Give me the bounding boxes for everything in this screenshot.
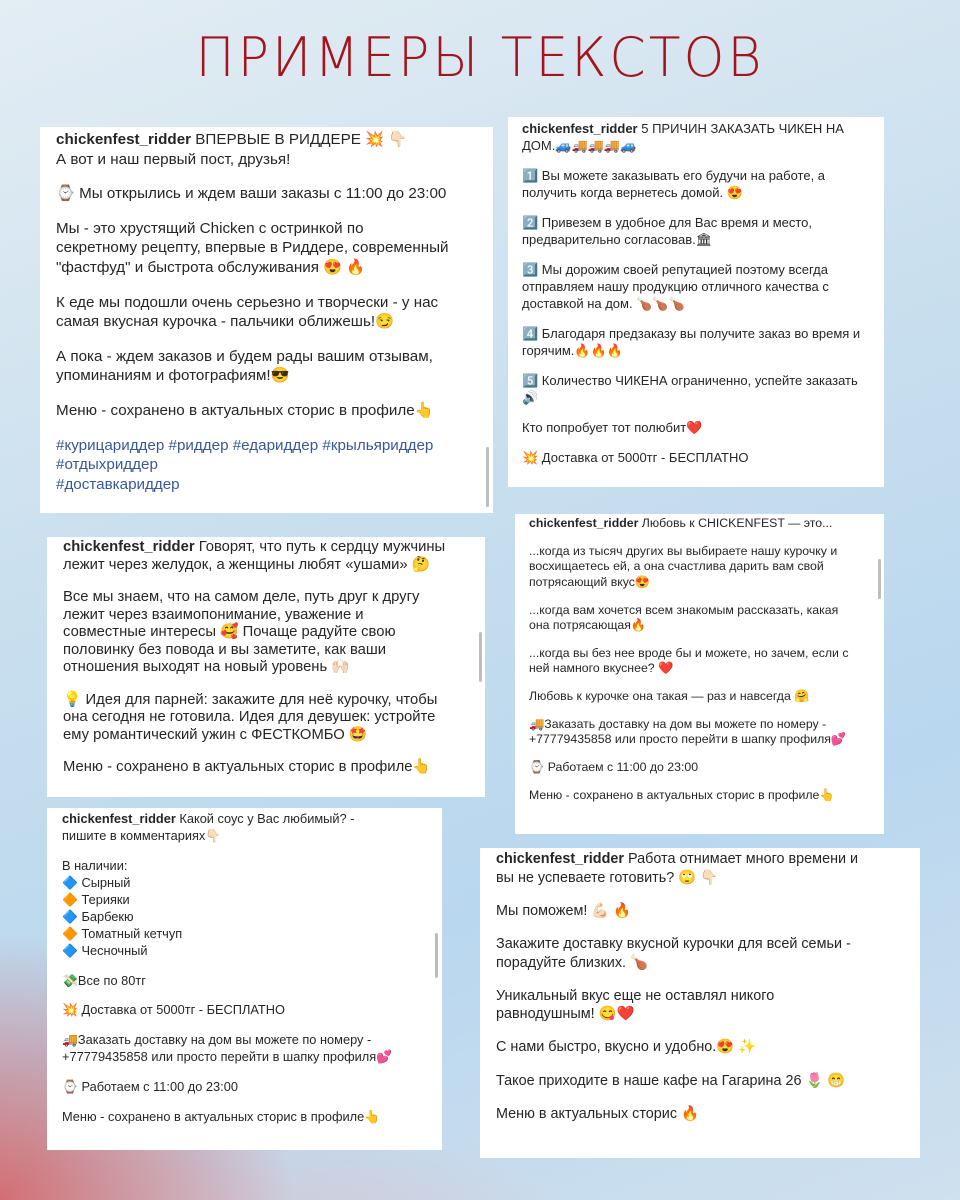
paragraph-gap <box>63 574 469 589</box>
paragraph-gap <box>522 436 870 449</box>
post-text-line <box>522 120 870 137</box>
post-text-line: 💸Все по 80тг <box>62 972 146 988</box>
post-text-line: самая вкусная курочка - пальчики оближешь!😏 <box>56 313 394 331</box>
post-text-line: А вот и наш первый пост, друзья! <box>56 150 291 168</box>
post-text-line: 🔷 Чесночный <box>62 942 148 958</box>
post-card-no-time-to-cook <box>480 848 920 1158</box>
post-text-line: +77779435858 или просто перейти в шапку профиля💕 <box>529 732 847 747</box>
paragraph-gap <box>496 1057 904 1071</box>
paragraph-gap <box>496 1090 904 1104</box>
username-link[interactable]: chickenfest_ridder <box>529 516 639 530</box>
post-text-line: 5️⃣ Количество ЧИКЕНА ограниченно, успейте заказать <box>522 373 858 388</box>
post-text-line: 2️⃣ Привезем в удобное для Вас время и место, <box>522 215 813 230</box>
post-text-line: 🚚Заказать доставку на дом вы можете по номеру - <box>529 716 827 731</box>
post-text-line <box>63 539 469 557</box>
post-text-line: вы не успеваете готовить? 🙄 👇🏻 <box>496 869 719 886</box>
post-caption-start: Какой соус у Вас любимый? - <box>179 811 355 826</box>
paragraph-gap <box>529 532 870 544</box>
post-caption-start: Говорят, что путь к сердцу мужчины <box>198 539 446 555</box>
paragraph-gap <box>522 248 870 261</box>
post-text-line: ...когда из тысяч других вы выбираете нашу курочку и <box>529 543 838 558</box>
paragraph-gap <box>56 332 477 347</box>
paragraph-gap <box>62 844 427 857</box>
paragraph-gap <box>63 745 469 760</box>
paragraph-gap <box>496 921 904 935</box>
post-caption-start: Любовь к CHICKENFEST — это... <box>641 516 833 530</box>
paragraph-gap <box>529 590 870 602</box>
paragraph-gap <box>62 1018 427 1031</box>
paragraph-gap <box>62 1065 427 1078</box>
post-text-line: ней намного вкуснее? ❤️ <box>529 661 674 676</box>
post-text-line <box>529 516 870 532</box>
paragraph-gap <box>56 277 477 292</box>
paragraph-gap <box>529 677 870 689</box>
post-text-line: 1️⃣ Вы можете заказывать его будучи на работе, а <box>522 168 826 183</box>
paragraph-gap <box>529 776 870 788</box>
post-text-line: К еде мы подошли очень серьезно и творчески - у нас <box>56 293 439 311</box>
post-text-line: ...когда вы без нее вроде бы и можете, но зачем, если с <box>529 645 849 660</box>
post-caption-start: ВПЕРВЫЕ В РИДДЕРЕ 💥 👇🏻 <box>195 131 408 148</box>
paragraph-gap <box>522 154 870 167</box>
post-text-line: совместные интересы 🥰 Почаще радуйте свою <box>63 624 396 641</box>
post-text-line: ⌚ Работаем с 11:00 до 23:00 <box>529 760 699 775</box>
post-text-line: предварительно согласовав.🏛 <box>522 232 713 247</box>
username-link[interactable]: chickenfest_ridder <box>63 539 195 555</box>
post-text-line: А пока - ждем заказов и будем рады вашим отзывам, <box>56 347 433 365</box>
post-text-line: В наличии: <box>62 857 128 873</box>
scrollbar[interactable] <box>878 559 881 599</box>
post-card-first-post <box>40 127 493 513</box>
post-text-line: отношения выходят на новый уровень 🙌🏻 <box>63 659 350 676</box>
post-text-line: 🔷 Барбекю <box>62 908 134 924</box>
post-text-line: +77779435858 или просто перейти в шапку профиля💕 <box>62 1049 393 1065</box>
post-text-line <box>62 810 427 827</box>
scrollbar[interactable] <box>479 632 482 682</box>
paragraph-gap <box>529 634 870 646</box>
post-text-line: "фастфуд" и быстрота обслуживания 😍 🔥 <box>56 258 366 276</box>
post-text-line: Мы поможем! 💪🏻 🔥 <box>496 902 632 919</box>
post-text-line: она потрясающая🔥 <box>529 618 647 633</box>
post-text-line: порадуйте близких. 🍗 <box>496 954 648 971</box>
post-card-favorite-sauce <box>47 808 442 1150</box>
post-text-line: отправляем нашу продукцию отличного качества с <box>522 279 829 294</box>
hashtag-link[interactable]: #доставкариддер <box>56 475 180 493</box>
paragraph-gap <box>62 959 427 972</box>
post-text-line: 💡 Идея для парней: закажите для неё курочку, чтобы <box>63 691 438 708</box>
paragraph-gap <box>496 972 904 986</box>
paragraph-gap <box>56 420 477 435</box>
post-text-line <box>496 850 904 869</box>
post-text-line: доставкой на дом. 🍗🍗🍗 <box>522 296 685 311</box>
post-text-line: секретному рецепту, впервые в Риддере, современный <box>56 239 449 257</box>
paragraph-gap <box>529 748 870 760</box>
post-text-line: 4️⃣ Благодаря предзаказу вы получите заказ во время и <box>522 326 861 341</box>
scrollbar[interactable] <box>435 933 438 978</box>
post-text-line: 🔷 Сырный <box>62 874 131 890</box>
username-link[interactable]: chickenfest_ridder <box>62 811 176 826</box>
post-text-line: Закажите доставку вкусной курочки для всей семьи - <box>496 935 851 952</box>
post-text-line: Меню в актуальных сторис 🔥 <box>496 1105 699 1122</box>
post-text-line: Любовь к курочке она такая — раз и навсегда 🤗 <box>529 689 810 704</box>
post-text-line: 💥 Доставка от 5000тг - БЕСПЛАТНО <box>522 450 749 465</box>
paragraph-gap <box>522 406 870 419</box>
paragraph-gap <box>522 201 870 214</box>
post-card-five-reasons <box>508 117 884 487</box>
post-card-love-chickenfest <box>515 514 884 834</box>
post-text-line: равнодушным! 😋❤️ <box>496 1006 635 1023</box>
paragraph-gap <box>496 1024 904 1038</box>
post-text-line: ...когда вам хочется всем знакомым рассказать, какая <box>529 602 839 617</box>
post-text-line: половинку без повода и вы заметите, как ваши <box>63 641 387 658</box>
paragraph-gap <box>522 359 870 372</box>
post-text-line: ДОМ.🚙🚚🚚🚚🚙 <box>522 138 637 153</box>
post-text-line: 🔶 Терияки <box>62 891 130 907</box>
post-caption-start: 5 ПРИЧИН ЗАКАЗАТЬ ЧИКЕН НА <box>641 121 844 136</box>
post-text-line: Такое приходите в наше кафе на Гагарина 26 🌷 😁 <box>496 1072 846 1089</box>
post-text-line: ⌚ Мы открылись и ждем ваши заказы с 11:00 до 23:00 <box>56 185 447 203</box>
post-text-line: Меню - сохранено в актуальных сторис в профиле👆 <box>529 788 835 803</box>
post-text-line: Кто попробует тот полюбит❤️ <box>522 420 703 435</box>
post-text-line: 💥 Доставка от 5000тг - БЕСПЛАТНО <box>62 1002 285 1018</box>
username-link[interactable]: chickenfest_ridder <box>522 121 638 136</box>
page-title: ПРИМЕРЫ ТЕКСТОВ <box>195 26 765 90</box>
paragraph-gap <box>56 204 477 219</box>
post-text-line: лежит через желудок, а женщины любят «ушами» 🤔 <box>63 556 431 573</box>
username-link[interactable]: chickenfest_ridder <box>496 851 624 867</box>
paragraph-gap <box>63 677 469 692</box>
paragraph-gap <box>529 705 870 717</box>
post-text-line: упоминаниям и фотографиям!😎 <box>56 367 290 385</box>
post-text-line: получить когда вернетесь домой. 😍 <box>522 185 743 200</box>
post-text-line: С нами быстро, вкусно и удобно.😍 ✨ <box>496 1039 757 1056</box>
post-text-line: ⌚ Работаем с 11:00 до 23:00 <box>62 1078 238 1094</box>
hashtag-link[interactable]: #отдыхриддер <box>56 456 158 474</box>
post-text-line: Все мы знаем, что на самом деле, путь друг к другу <box>63 588 420 605</box>
post-text-line: Уникальный вкус еще не оставлял никого <box>496 987 775 1004</box>
post-card-path-to-heart <box>47 537 485 797</box>
post-text-line: Меню - сохранено в актуальных сторис в профиле👆 <box>63 759 431 776</box>
post-text-line: Меню - сохранено в актуальных сторис в профиле👆 <box>62 1108 381 1124</box>
paragraph-gap <box>56 386 477 401</box>
post-text-line: пишите в комментариях👇🏻 <box>62 828 222 843</box>
post-text-line: ему романтический ужин с ФЕСТКОМБО 🤩 <box>63 726 368 743</box>
post-text-line: лежит через взаимопонимание, уважение и <box>63 606 364 623</box>
username-link[interactable]: chickenfest_ridder <box>56 131 192 148</box>
scrollbar[interactable] <box>486 447 489 507</box>
post-text-line: Меню - сохранено в актуальных сторис в профиле👆 <box>56 401 434 419</box>
paragraph-gap <box>62 1095 427 1108</box>
post-text-line: горячим.🔥🔥🔥 <box>522 343 623 358</box>
paragraph-gap <box>496 887 904 901</box>
post-text-line: восхищаетесь ей, а она счастлива дарить вам свой <box>529 559 824 574</box>
post-text-line: потрясающий вкус😍 <box>529 574 651 589</box>
paragraph-gap <box>522 312 870 325</box>
post-text-line: 🔊 <box>522 390 539 405</box>
post-text-line: 🔶 Томатный кетчуп <box>62 925 183 941</box>
post-text-line: 🚚Заказать доставку на дом вы можете по номеру - <box>62 1032 372 1048</box>
post-text-line: 3️⃣ Мы дорожим своей репутацией поэтому всегда <box>522 262 828 277</box>
hashtag-link[interactable]: #курицариддер #риддер #едариддер #крыльяриддер <box>56 436 434 454</box>
paragraph-gap <box>62 989 427 1002</box>
post-text-line <box>56 130 477 150</box>
post-text-line: она сегодня не готовила. Идея для девушек: устройте <box>63 709 436 726</box>
post-caption-start: Работа отнимает много времени и <box>627 851 859 867</box>
paragraph-gap <box>56 169 477 184</box>
post-text-line: Мы - это хрустящий Chicken с остринкой по <box>56 219 364 237</box>
